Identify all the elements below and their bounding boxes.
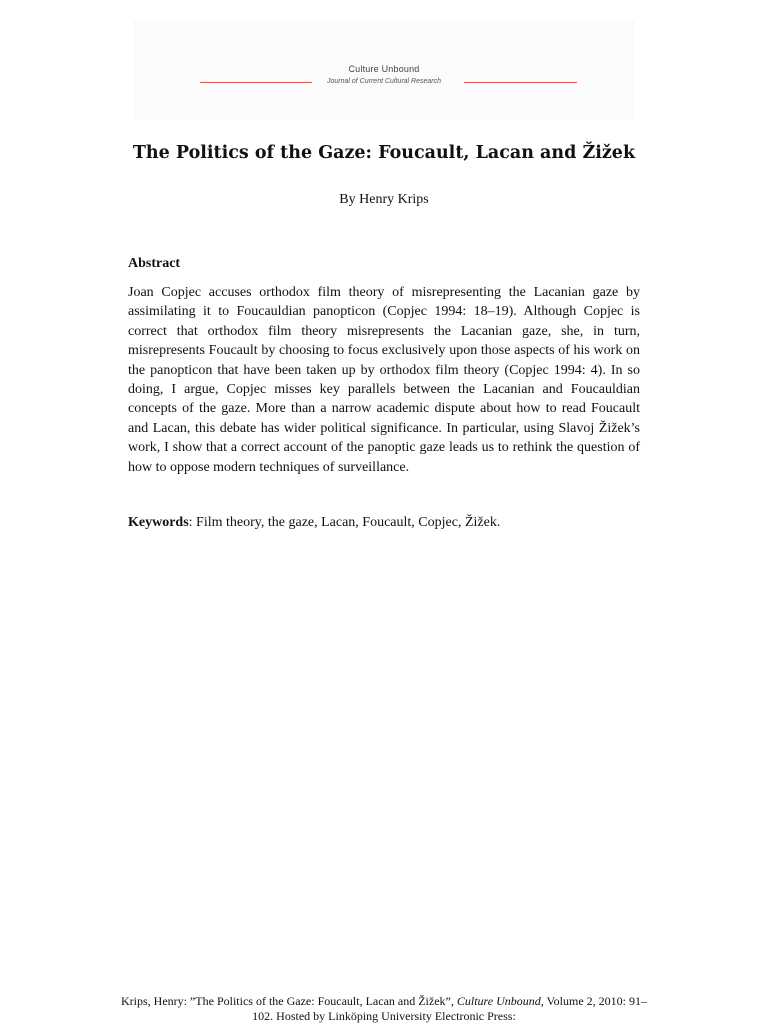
citation-prefix: Krips, Henry: ”The Politics of the Gaze: Foucault, Lacan and Žižek”,	[120, 994, 457, 1008]
citation-footer	[120, 994, 648, 1024]
keywords-text: : Film theory, the gaze, Lacan, Foucault, Copjec, Žižek.	[188, 515, 501, 530]
citation-suffix: , Volume 2, 2010: 91–102. Hosted by Linköping University Electronic Press:	[252, 994, 647, 1023]
keywords-label: Keywords	[128, 515, 189, 530]
abstract-heading: Abstract	[128, 256, 181, 271]
article-title: The Politics of the Gaze: Foucault, Lacan and Žižek	[132, 143, 636, 163]
citation-journal: Culture Unbound	[456, 994, 541, 1008]
journal-header	[133, 20, 635, 120]
article-byline: By Henry Krips	[339, 192, 429, 207]
journal-name: Culture Unbound	[348, 64, 420, 74]
abstract-text: Joan Copjec accuses orthodox film theory of misrepresenting the Lacanian gaze by assimilating it to Foucauldian panopticon (Copjec 1994: 18–19). Although Copjec is correct that orthodox film theory misrepresents the Lacanian gaze, she, in turn, misrepresents Foucault by choosing to focus exclusively upon those aspects of his work on the panopticon that have been taken up by orthodox film theory (Copjec 1994: 4). In so doing, I argue, Copjec misses key parallels between the Lacanian and Foucauldian concepts of the gaze. More than a narrow academic dispute about how to read Foucault and Lacan, this debate has wider political significance. In particular, using Slavoj Žižek’s work, I show that a correct account of the panoptic gaze leads us to rethink the question of how to oppose modern techniques of surveillance.	[128, 285, 640, 475]
journal-subtitle: Journal of Current Cultural Research	[327, 78, 441, 85]
keywords-line	[128, 515, 640, 531]
